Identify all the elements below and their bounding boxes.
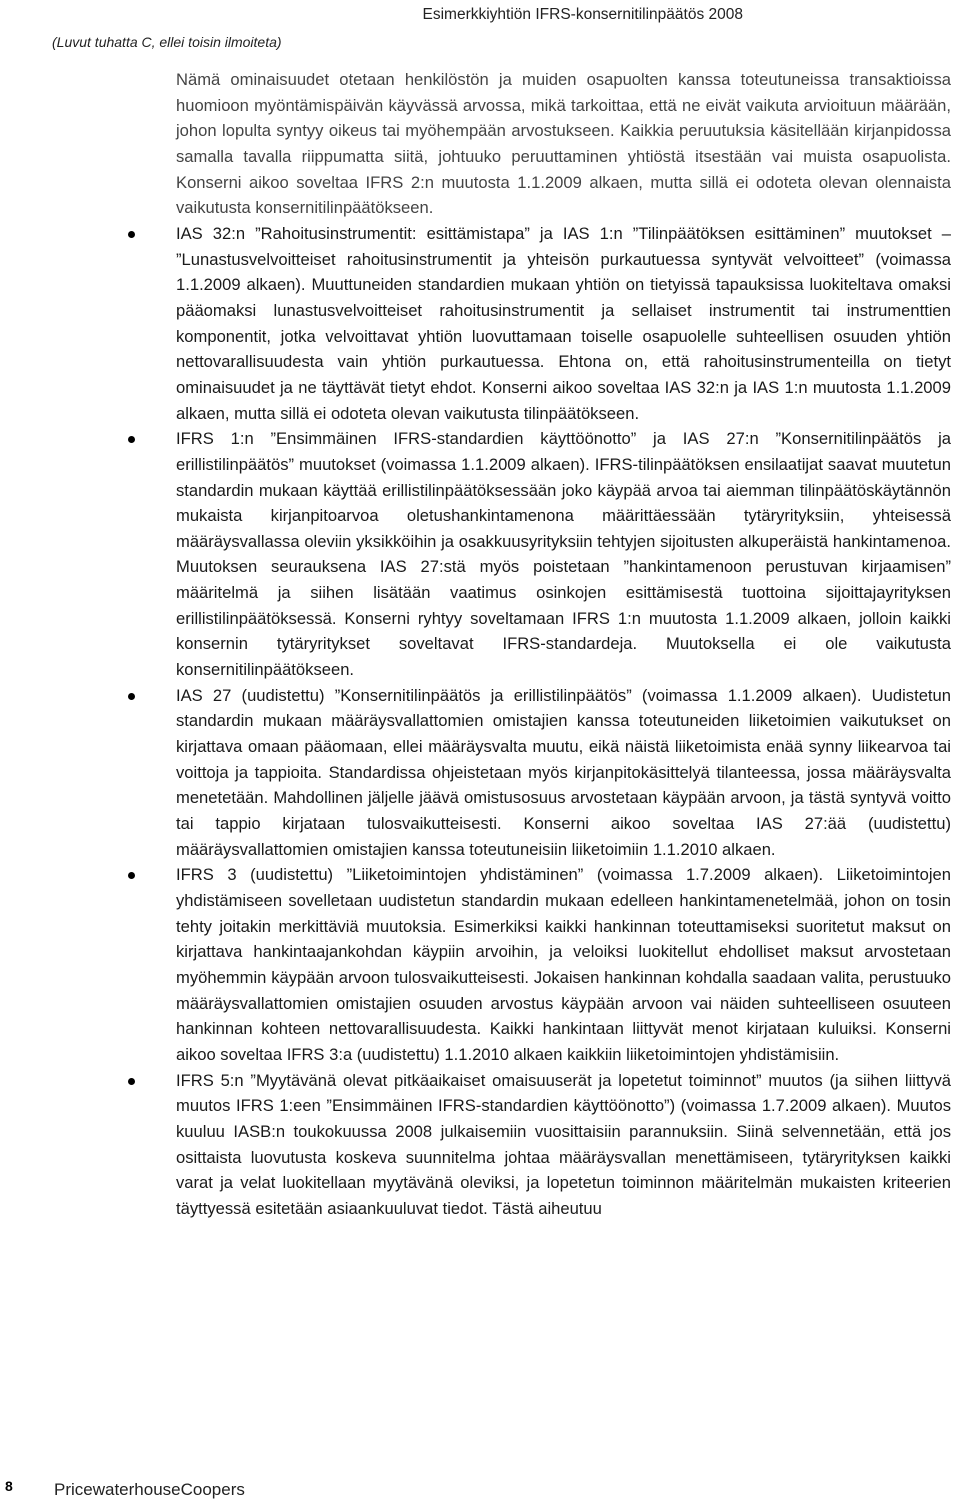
standards-list (176, 221, 951, 1222)
bullet-icon (128, 1078, 135, 1085)
bullet-icon (128, 693, 135, 700)
list-item (176, 221, 951, 426)
list-item-text: IFRS 5:n ”Myytävänä olevat pitkäaikaiset omaisuuserät ja lopetetut toiminnot” muutos (ja siihen liittyvä muutos IFRS 1:een ”Ensimmäinen IFRS-standardien käyttöönotto”) (voimassa 1.7.2009 alkaen). Muutos kuuluu IASB:n toukokuussa 2008 julkaisemiin vuosittaisiin parannuksiin. Siinä selvennetään, että jos osittaista luovutusta koskeva suunnitelma johtaa määräysvallan menettämiseen, tytäryrityksen kaikki varat ja velat luokitellaan myytävänä oleviksi, ja lopetetun toiminnon määritelmän mukaisten kriteerien täyttyessä esitetään asiaankuuluvat tiedot. Tästä aiheutuu (176, 1070, 951, 1218)
list-item (176, 683, 951, 863)
main-content (176, 67, 951, 1222)
list-item-text: IAS 27 (uudistettu) ”Konsernitilinpäätös ja erillistilinpäätös” (voimassa 1.1.2009 alkaen). Uudistetun standardin mukaan määräysvallattomien omistajien kanssa toteutuneiden liiketoimien vaikutukset on kirjattava omaan pääomaan, ellei määräysvalta muutu, eikä näistä liiketoimista enää synny liikearvoa tai voittoja ja tappioita. Standardissa ohjeistetaan myös kirjanpitokäsittelyä tilanteessa, jossa määräysvalta menetetään. Mahdollinen jäljelle jäävä omistusosuus arvostetaan käypään arvoon, ja tästä syntyvä voitto tai tappio kirjataan tulosvaikutteisesti. Konserni aikoo soveltaa IAS 27:ää (uudistettu) määräysvallattomien omistajien kanssa toteutuneisiin liiketoimiin 1.1.2010 alkaen. (176, 685, 951, 859)
list-item-text: IFRS 3 (uudistettu) ”Liiketoimintojen yhdistäminen” (voimassa 1.7.2009 alkaen). Liiketoimintojen yhdistämiseen sovelletaan uudistetun standardin mukaan edelleen hankintamenetelmää, johon on tosin tehty joitakin merkittäviä muutoksia. Esimerkiksi kaikki hankinnan toteuttamiseksi suoritetut maksut on kirjattava hankintaajankohdan käypiin arvoihin, ja veloiksi luokitellut ehdolliset maksut arvostetaan myöhemmin käypään arvoon tulosvaikutteisesti. Jokaisen hankinnan kohdalla saadaan valita, perustuuko määräysvallattomien omistajien osuuden arvostus käypään arvoon vai näiden suhteelliseen osuuteen hankinnan kohteen nettovarallisuudesta. Kaikki hankintaan liittyvät menot kirjataan kuluiksi. Konserni aikoo soveltaa IFRS 3:a (uudistettu) 1.1.2010 alkaen kaikkiin liiketoimintojen yhdistämisiin. (176, 865, 951, 1064)
intro-text-part2: Kaikkia peruutuksia käsitellään kirjanpidossa samalla tavalla riippumatta siitä, johtuuko peruuttaminen yhtiöstä itsestään vai muista osapuolista. Konserni aikoo soveltaa IFRS 2:n muutosta 1.1.2009 alkaen, mutta sillä ei odoteta olevan olennaista vaikutusta konsernitilinpäätökseen. (176, 121, 951, 218)
list-item (176, 862, 951, 1067)
bullet-icon (128, 231, 135, 238)
intro-paragraph (176, 67, 951, 221)
list-item (176, 1068, 951, 1222)
bullet-icon (128, 436, 135, 443)
units-note: (Luvut tuhatta C, ellei toisin ilmoiteta) (52, 34, 282, 50)
page-number: 8 (5, 1478, 13, 1494)
bullet-icon (128, 872, 135, 879)
list-item (176, 426, 951, 683)
document-title: Esimerkkiyhtiön IFRS-konsernitilinpäätös 2008 (422, 6, 743, 23)
page-footer (0, 1477, 960, 1505)
list-item-text: IFRS 1:n ”Ensimmäinen IFRS-standardien käyttöönotto” ja IAS 27:n ”Konsernitilinpäätös ja erillistilinpäätös” muutokset (voimassa 1.1.2009 alkaen). IFRS-tilinpäätöksen ensilaatijat saavat muutetun standardin mukaan käyttää erillistilinpäätöksessään joko käypää arvoa tai aiemman tilinpäätöskäytännön mukaista kirjanpitoarvoa oletushankintamenona määrittäessään tytäryrityksiin, yhteisessä määräysvallassa oleviin yksikköihin ja osakkuusyrityksiin tehtyjen sijoitusten alkuperäistä hankintamenoa. Muutoksen seurauksena IAS 27:stä myös poistetaan ”hankintamenoon perustuvan kirjaamisen” määritelmä ja siihen lisätään vaatimus osinkojen esittämisestä tuottoina sijoittajayrityksen erillistilinpäätöksessä. Konserni ryhtyy soveltamaan IFRS 1:n muutosta 1.1.2009 alkaen, jolloin kaikki konsernin tytäryritykset soveltavat IFRS-standardeja. Muutoksella ei ole vaikutusta konsernitilinpäätökseen. (176, 429, 951, 680)
brand-name: PricewaterhouseCoopers (54, 1480, 245, 1499)
list-item-text: IAS 32:n ”Rahoitusinstrumentit: esittämistapa” ja IAS 1:n ”Tilinpäätöksen esittäminen” muutokset – ”Lunastusvelvoitteiset rahoitusinstrumentit ja yhteisön purkautuessa syntyvät velvoitteet” (voimassa 1.1.2009 alkaen). Muuttuneiden standardien mukaan yhtiön on tietyissä tapauksissa luokiteltava omaksi pääomaksi lunastusvelvoitteiset rahoitusinstrumentit ja sellaiset instrumentit tai instrumenttien komponentit, jotka velvoittavat yhtiön luovuttamaan toiselle osapuolelle suhteellisen osuuden yhtiön nettovarallisuudesta vain yhtiön purkautuessa. Ehtona on, että rahoitusinstrumenteilla on tietyt ominaisuudet ja ne täyttävät tietyt ehdot. Konserni aikoo soveltaa IAS 32:n ja IAS 1:n muutosta 1.1.2009 alkaen, mutta sillä ei odoteta olevan vaikutusta tilinpäätökseen. (176, 223, 951, 423)
intro-text-part1: Nämä ominaisuudet otetaan henkilöstön ja muiden osapuolten kanssa toteutuneissa transaktioissa huomioon myöntämispäivän käyvässä arvossa, mikä tarkoittaa, että ne eivät vaikuta arvioituun määrään, johon lopulta syntyy oikeus tai myöhempään arvostukseen. (176, 70, 951, 141)
